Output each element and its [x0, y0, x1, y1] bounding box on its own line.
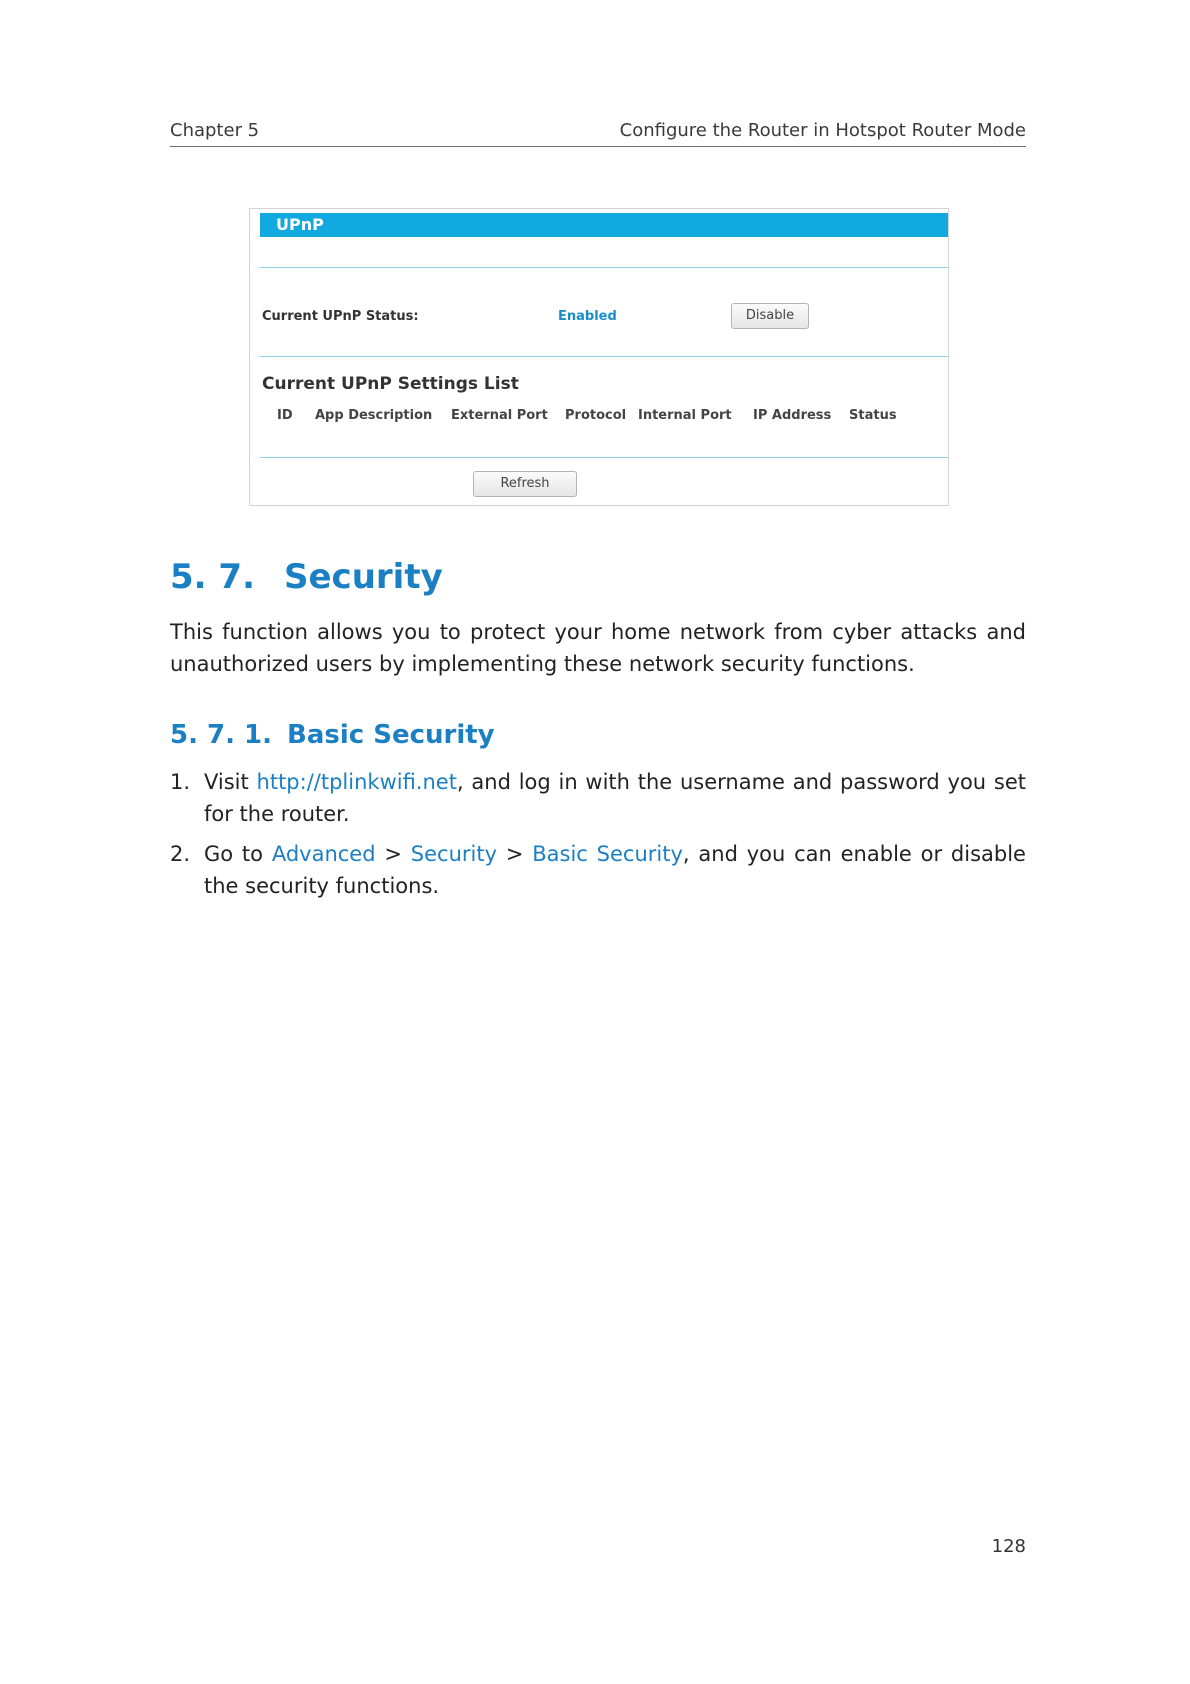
column-header-internal-port: Internal Port: [638, 408, 732, 423]
upnp-status-value: Enabled: [558, 309, 617, 324]
section-number: 5. 7.: [170, 557, 255, 597]
column-header-ip-address: IP Address: [753, 408, 832, 423]
step-text-pre: Go to: [204, 842, 272, 866]
column-header-external-port: External Port: [451, 408, 548, 423]
step-number: 2.: [170, 842, 191, 866]
page-number: 128: [991, 1536, 1026, 1557]
upnp-screenshot: [249, 208, 949, 506]
menu-path-basic-security: Basic Security: [532, 842, 683, 866]
tplinkwifi-link[interactable]: http://tplinkwifi.net: [256, 770, 457, 794]
section-intro: This function allows you to protect your home network from cyber attacks and unauthorized users by implementing these network security functions.: [170, 620, 1026, 676]
menu-path-advanced: Advanced: [271, 842, 376, 866]
subsection-title: Basic Security: [287, 720, 495, 750]
upnp-panel-title: UPnP: [260, 213, 948, 237]
menu-path-security: Security: [410, 842, 498, 866]
upnp-settings-list-title: Current UPnP Settings List: [262, 374, 519, 394]
step-text: [204, 766, 1026, 830]
disable-button[interactable]: Disable: [731, 303, 809, 329]
chapter-label: Chapter 5: [170, 120, 260, 141]
section-title: Security: [284, 557, 443, 597]
upnp-status-label: Current UPnP Status:: [262, 309, 419, 324]
column-header-protocol: Protocol: [565, 408, 627, 423]
divider: [260, 356, 948, 357]
divider: [260, 267, 948, 268]
step-text: [204, 838, 1026, 902]
step-text-pre: Visit: [204, 770, 257, 794]
step-number: 1.: [170, 770, 191, 794]
column-header-id: ID: [277, 408, 293, 423]
path-separator: >: [375, 842, 411, 866]
subsection-number: 5. 7. 1.: [170, 720, 273, 750]
column-header-status: Status: [849, 408, 897, 423]
chapter-title: Configure the Router in Hotspot Router Mode: [619, 120, 1026, 141]
step-text-post: , and log in with the username and password you set for the router.: [204, 770, 1026, 826]
refresh-button[interactable]: Refresh: [473, 471, 577, 497]
column-header-app-description: App Description: [315, 408, 433, 423]
running-header: [170, 118, 1026, 147]
path-separator: >: [497, 842, 533, 866]
divider: [260, 457, 948, 458]
step-text-post: , and you can enable or disable the security functions.: [204, 842, 1026, 898]
